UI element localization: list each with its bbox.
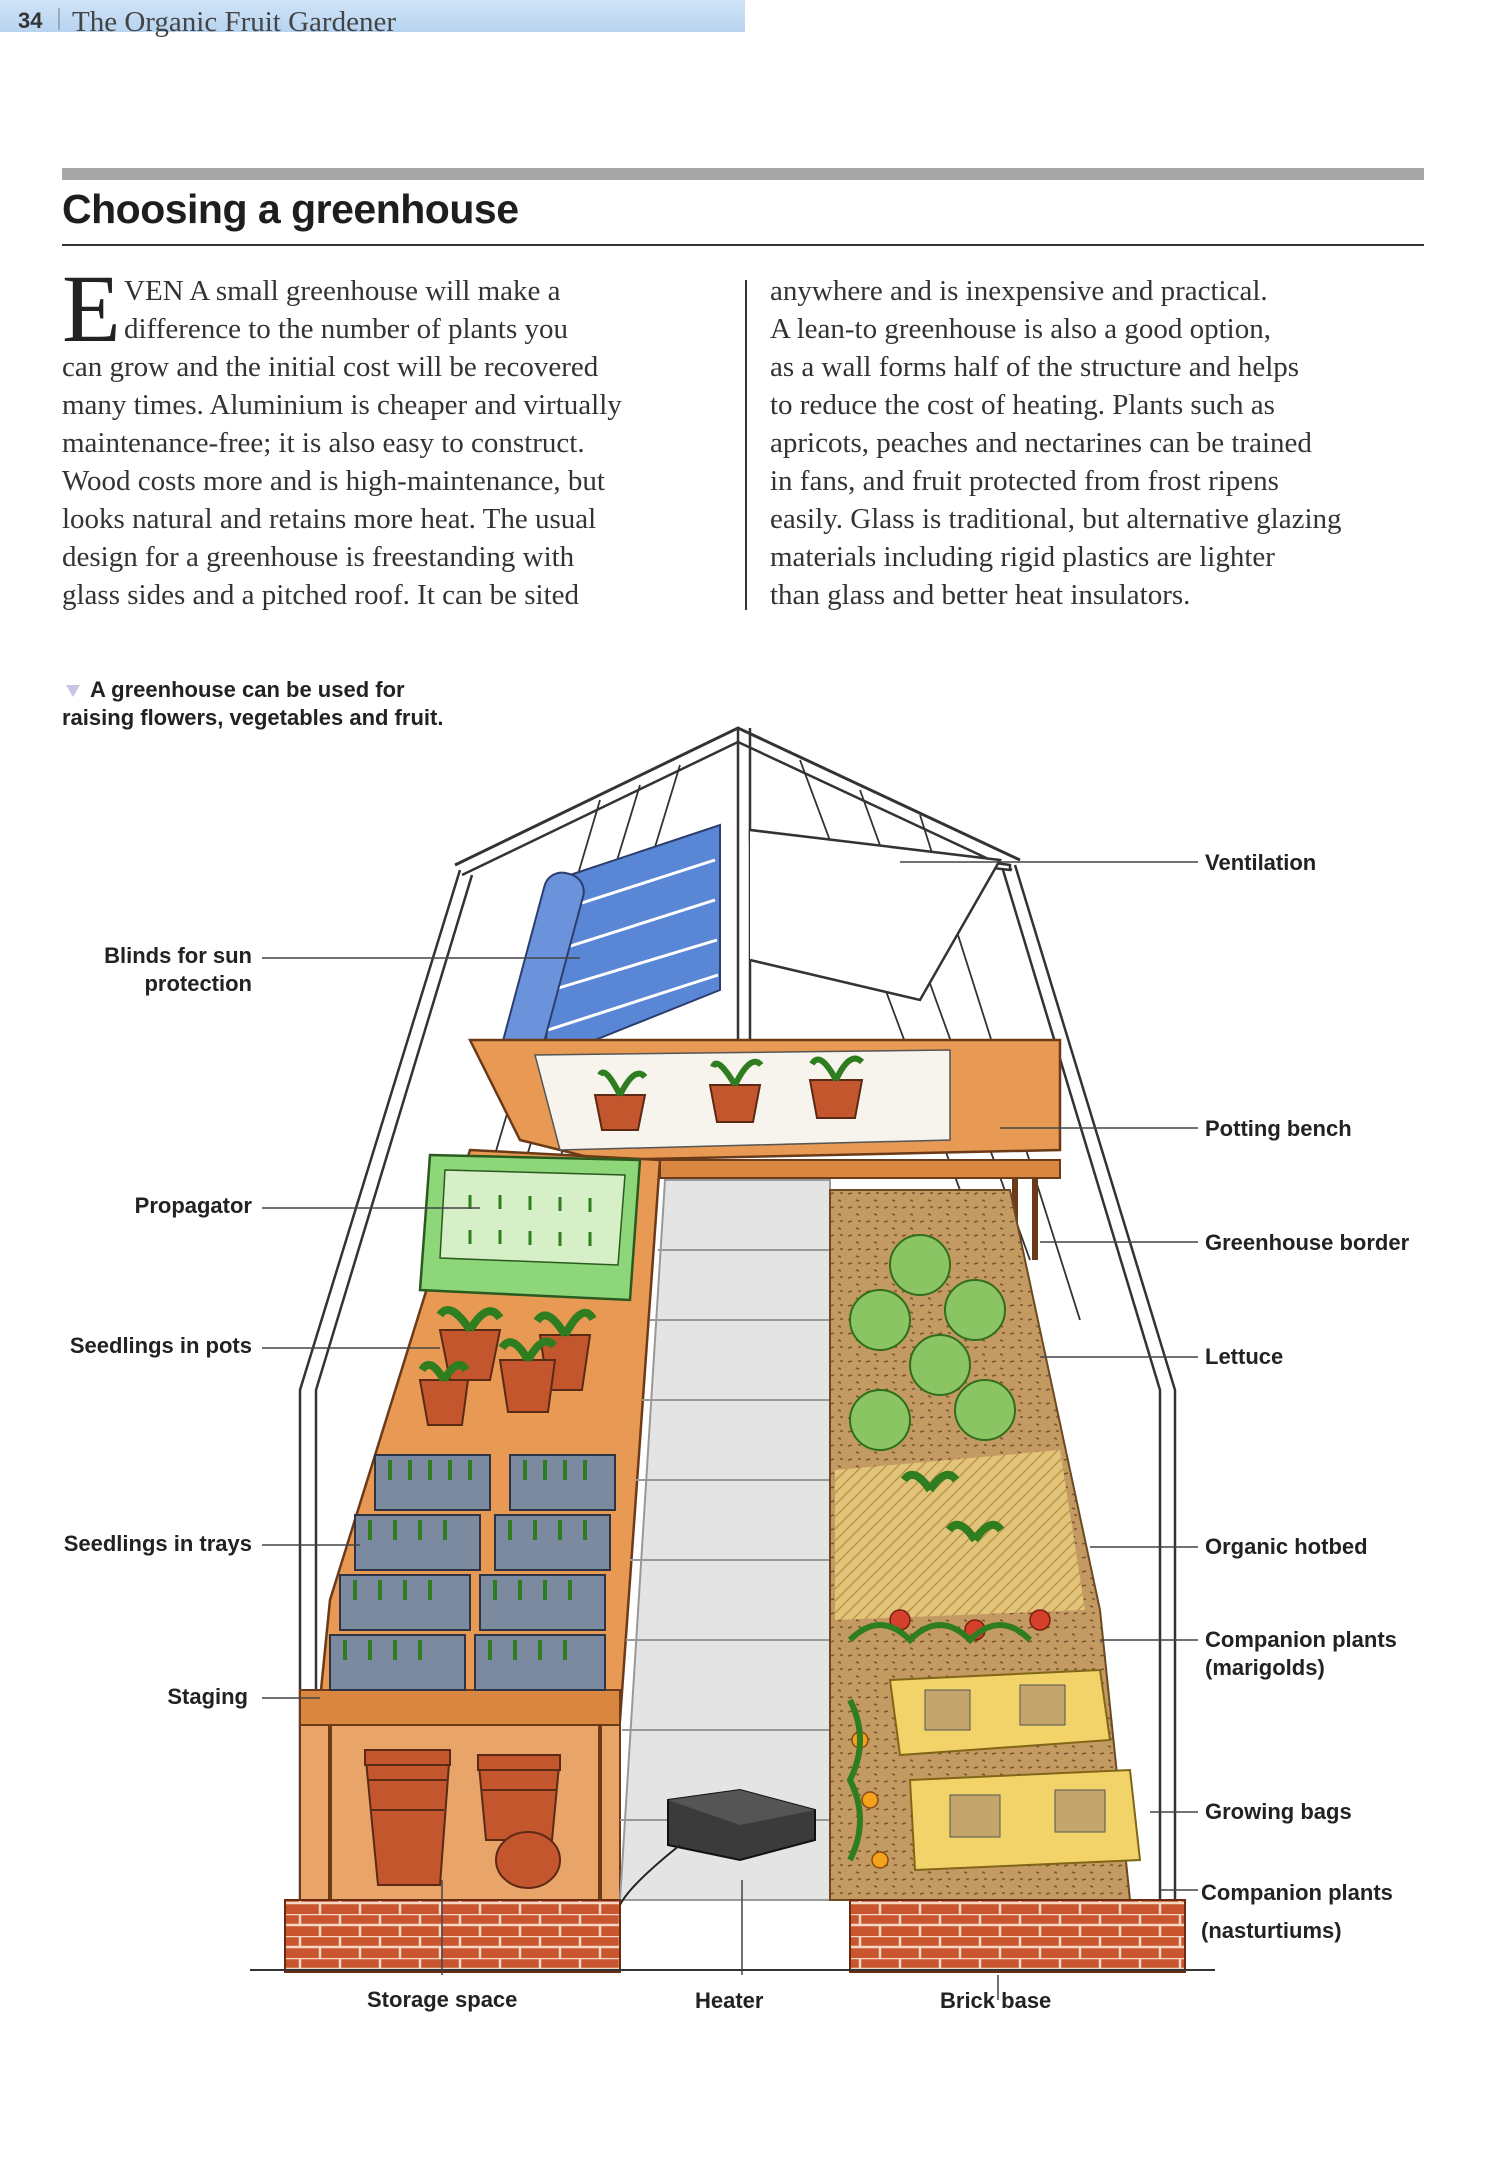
body-line: glass sides and a pitched roof. It can be sited (62, 579, 580, 611)
label-organic-hotbed: Organic hotbed (1205, 1534, 1368, 1559)
label-brick-base: Brick base (940, 1988, 1052, 2013)
running-title: The Organic Fruit Gardener (72, 6, 396, 38)
label-staging: Staging (167, 1684, 248, 1709)
label-blinds (62, 942, 252, 998)
body-line: apricots, peaches and nectarines can be trained (770, 427, 1312, 459)
body-line: Wood costs more and is high-maintenance, but (62, 465, 605, 497)
body-line: to reduce the cost of heating. Plants such as (770, 389, 1275, 421)
brick-base-right (850, 1900, 1185, 1972)
label-seedlings-trays: Seedlings in trays (63, 1531, 252, 1556)
label-text: (marigolds) (1205, 1655, 1325, 1680)
greenhouse-border (830, 1190, 1140, 1900)
label-growing-bags: Growing bags (1205, 1799, 1352, 1824)
page-number: 34 (18, 8, 43, 33)
caption-line: raising flowers, vegetables and fruit. (62, 705, 444, 730)
body-line: can grow and the initial cost will be recovered (62, 351, 599, 383)
body-line: A lean-to greenhouse is also a good option, (770, 313, 1271, 345)
drop-cap: E (62, 255, 121, 362)
body-line: than glass and better heat insulators. (770, 579, 1191, 611)
body-line: difference to the number of plants you (124, 313, 568, 345)
propagator (420, 1155, 640, 1300)
body-line: as a wall forms half of the structure and helps (770, 351, 1300, 383)
label-text: (nasturtiums) (1201, 1918, 1342, 1943)
label-text: Companion plants (1201, 1880, 1393, 1905)
body-line: design for a greenhouse is freestanding with (62, 541, 575, 573)
label-heater: Heater (695, 1988, 764, 2013)
body-line: maintenance-free; it is also easy to construct. (62, 427, 585, 459)
brick-base-left (285, 1900, 620, 1972)
label-lettuce: Lettuce (1205, 1344, 1284, 1369)
body-line: VEN A small greenhouse will make a (124, 275, 561, 307)
caption-line: A greenhouse can be used for (90, 677, 405, 702)
label-seedlings-pots: Seedlings in pots (69, 1333, 252, 1358)
body-line: anywhere and is inexpensive and practical. (770, 275, 1268, 307)
label-ventilation: Ventilation (1205, 850, 1317, 875)
label-potting-bench: Potting bench (1205, 1116, 1352, 1141)
label-greenhouse-border: Greenhouse border (1205, 1230, 1410, 1255)
label-companion-nasturtiums (1201, 1874, 1393, 1950)
label-companion-marigolds (1205, 1626, 1397, 1682)
label-propagator: Propagator (134, 1193, 252, 1218)
body-line: in fans, and fruit protected from frost ripens (770, 465, 1279, 497)
body-line: many times. Aluminium is cheaper and virtually (62, 389, 622, 421)
body-line: easily. Glass is traditional, but alternative glazing (770, 503, 1342, 535)
body-line: materials including rigid plastics are lighter (770, 541, 1275, 573)
section-title: Choosing a greenhouse (62, 186, 519, 232)
label-storage-space: Storage space (367, 1987, 518, 2012)
label-text: protection (144, 971, 252, 996)
label-text: Blinds for sun (104, 943, 252, 968)
label-text: Companion plants (1205, 1627, 1397, 1652)
body-line: looks natural and retains more heat. The usual (62, 503, 597, 535)
